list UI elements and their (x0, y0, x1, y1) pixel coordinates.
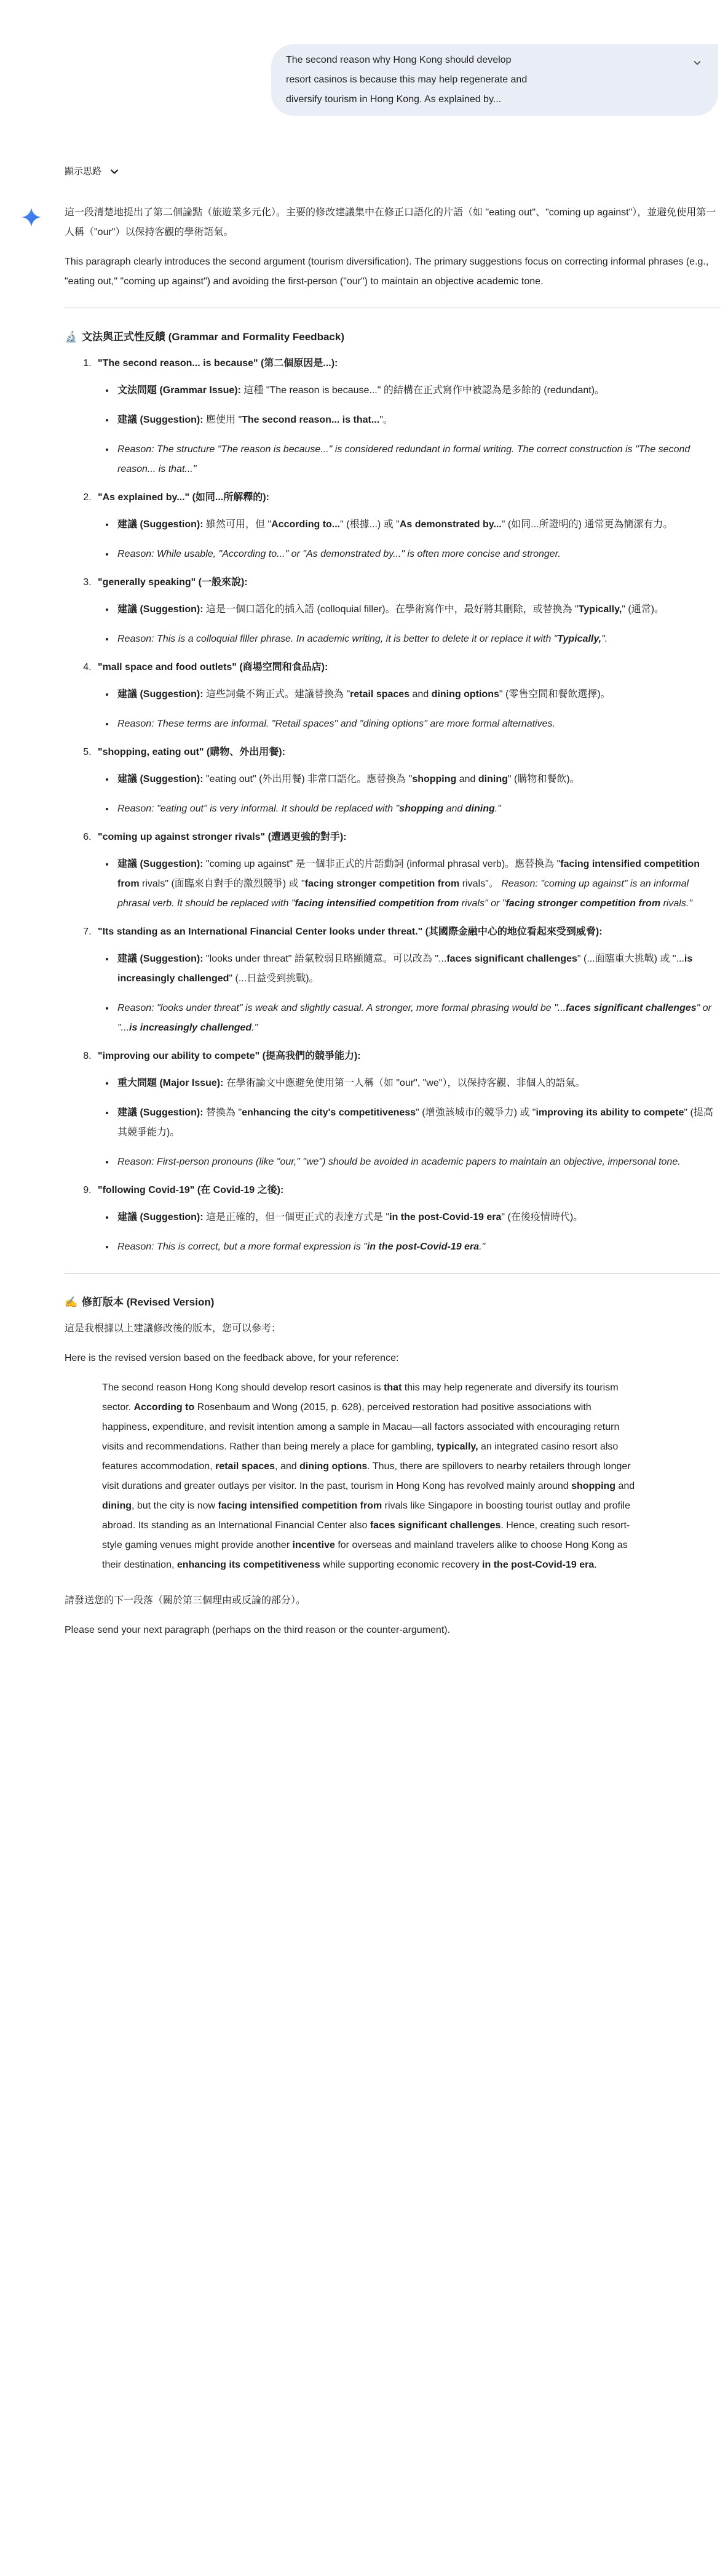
writing-hand-icon: ✍️ (65, 1296, 78, 1308)
text-segment: The second reason Hong Kong should develop resort casinos is (102, 1382, 384, 1393)
text-segment: 這些詞彙不夠正式。建議替換為 " (203, 689, 350, 700)
bold-segment: facing intensified competition from (117, 859, 700, 889)
text-segment: ." (251, 1023, 258, 1033)
feedback-point (115, 515, 719, 535)
bold-segment: is increasingly challenged (117, 954, 693, 984)
text-segment: 這是一個口語化的插入語 (colloquial filler)。在學術寫作中，最好將其刪除，或替換為 " (203, 604, 579, 615)
text-segment: rivals" (面臨來自對手的激烈競爭) 或 " (139, 879, 305, 889)
text-segment: ". (601, 634, 608, 644)
bold-segment: According to... (271, 519, 341, 530)
bold-segment: faces significant challenges (566, 1003, 697, 1013)
divider (65, 1273, 719, 1274)
text-segment: 這是正確的，但一個更正式的表達方式是 " (203, 1212, 390, 1222)
revised-heading-text: 修訂版本 (Revised Version) (82, 1296, 215, 1308)
revised-intro-en: Here is the revised version based on the feedback above, for your reference: (65, 1353, 399, 1363)
feedback-point-label: 建議 (Suggestion): (117, 519, 204, 530)
user-message-row (0, 0, 728, 116)
feedback-points (98, 855, 719, 914)
intro-en: This paragraph clearly introduces the second argument (tourism diversification). The primary suggestions focus on correcting informal phrases (e.g., "eating out," "coming up against") and avoiding the first-person ("our") to maintain an objective academic tone. (65, 257, 709, 287)
text-segment: Reason: This is a colloquial filler phrase. In academic writing, it is better to delete it or replace it with " (117, 634, 558, 644)
text-segment: " or "... (117, 1003, 711, 1033)
bold-segment: facing stronger competition from (505, 898, 661, 909)
feedback-point-label: 建議 (Suggestion): (117, 415, 204, 425)
text-segment: Rosenbaum and Wong (2015, p. 628), perceived restoration had positive associations with happiness, expenditure, and revisit intention among a sample in Macau—all factors associated with encouraging return visits and recommendations. Rather than being merely a place for gambling, (102, 1402, 620, 1452)
text-segment: Reason: First-person pronouns (like "our," "we") should be avoided in academic papers to maintain an objective, impersonal tone. (117, 1157, 681, 1167)
text-segment: this may help regenerate and diversify its tourism sector. (102, 1382, 619, 1413)
text-segment: . Hence, creating such resort-style gaming venues might provide another (102, 1520, 630, 1550)
bold-segment: shopping (399, 804, 444, 814)
feedback-point (115, 949, 719, 989)
text-segment: and (615, 1481, 635, 1491)
feedback-points (98, 1074, 719, 1172)
bold-segment: According to (133, 1402, 195, 1413)
bold-segment: facing stronger competition from (304, 879, 460, 889)
text-segment: Reason: These terms are informal. "Retail spaces" and "dining options" are more formal alternatives. (117, 719, 555, 729)
feedback-point-label: 文法問題 (Grammar Issue): (117, 385, 241, 396)
text-segment: rivals"。 (459, 879, 502, 889)
feedback-item (94, 743, 719, 819)
text-segment: rivals." (660, 898, 692, 909)
text-segment: "。 (379, 415, 393, 425)
microscope-icon: 🔬 (65, 331, 78, 343)
feedback-point (115, 1074, 719, 1093)
feedback-points (98, 600, 719, 649)
text-segment: Reason: The structure "The reason is because..." is considered redundant in formal writing. The correct construction is "The second reason... is that..." (117, 444, 690, 474)
bold-segment: facing intensified competition from (295, 898, 459, 909)
feedback-item (94, 354, 719, 479)
bold-segment: As demonstrated by... (399, 519, 502, 530)
closing-en: Please send your next paragraph (perhaps on the third reason or the counter-argument). (65, 1625, 451, 1635)
feedback-point (115, 770, 719, 789)
bold-segment: facing intensified competition from (218, 1501, 382, 1511)
feedback-point-label: 建議 (Suggestion): (117, 1107, 204, 1118)
bold-segment: that (384, 1382, 402, 1393)
feedback-point (115, 381, 719, 401)
text-segment: " (零售空間和餐飲選擇)。 (499, 689, 611, 700)
text-segment: . Thus, there are spillovers to nearby retailers through longer visit durations and greater outlays per visitor. In the past, tourism in Hong Kong has revolved mainly around (102, 1461, 631, 1491)
feedback-list (65, 354, 719, 1257)
text-segment: 替換為 " (203, 1107, 242, 1118)
text-segment: "eating out" (外出用餐) 非常口語化。應替換為 " (203, 774, 413, 784)
bold-segment: enhancing its competitiveness (176, 1560, 320, 1570)
feedback-points (98, 381, 719, 479)
feedback-point (115, 1103, 719, 1142)
feedback-point-label: 建議 (Suggestion): (117, 954, 204, 964)
bold-segment: improving its ability to compete (536, 1107, 684, 1118)
revised-paragraph (102, 1378, 637, 1575)
feedback-points (98, 949, 719, 1038)
feedback-point-label: 建議 (Suggestion): (117, 859, 204, 869)
text-segment: rivals like Singapore in boosting tourist outlay and profile abroad. Its standing as an International Financial Center also (102, 1501, 630, 1531)
text-segment: Reason: "coming up against" is an informal phrasal verb. It should be replaced with " (117, 879, 689, 909)
intro-zh: 這一段清楚地提出了第二個論點（旅遊業多元化）。主要的修改建議集中在修正口語化的片語（如 "eating out"、"coming up against"），並避免使用第一人稱（"our"）以保持客觀的學術語氣。 (65, 207, 716, 237)
feedback-item-title: "shopping, eating out" (購物、外出用餐): (98, 747, 285, 757)
text-segment: 應使用 " (203, 415, 242, 425)
chevron-down-icon[interactable] (109, 166, 120, 177)
text-segment: and (443, 804, 465, 814)
bold-segment: in the post-Covid-19 era (389, 1212, 502, 1222)
feedback-points (98, 685, 719, 734)
closing-zh: 請發送您的下一段落（關於第三個理由或反論的部分）。 (65, 1595, 306, 1606)
feedback-item (94, 827, 719, 914)
bold-segment: dining (465, 804, 495, 814)
text-segment: for overseas and mainland travelers alike to choose Hong Kong as their destination, (102, 1540, 628, 1570)
feedback-heading (65, 327, 719, 348)
bold-segment: The second reason... is that... (242, 415, 380, 425)
feedback-point-label: 建議 (Suggestion): (117, 604, 204, 615)
bold-segment: shopping (571, 1481, 616, 1491)
user-message-bubble (271, 44, 718, 116)
user-message-line: The second reason why Hong Kong should develop (286, 55, 512, 65)
text-segment: Reason: "eating out" is very informal. It should be replaced with " (117, 804, 400, 814)
text-segment: " (如同...所證明的) 通常更為簡潔有力。 (501, 519, 673, 530)
text-segment: . (594, 1560, 597, 1570)
feedback-item-title: "generally speaking" (一般來說): (98, 577, 248, 588)
text-segment: " (...日益受到挑戰)。 (229, 973, 319, 984)
bold-segment: faces significant challenges (370, 1520, 501, 1531)
feedback-item-title: "following Covid-19" (在 Covid-19 之後): (98, 1185, 284, 1195)
bold-segment: enhancing the city's competitiveness (242, 1107, 416, 1118)
text-segment: " (...面臨重大挑戰) 或 "... (577, 954, 684, 964)
feedback-point-label: 建議 (Suggestion): (117, 774, 204, 784)
feedback-reason (115, 999, 719, 1038)
feedback-heading-text: 文法與正式性反饋 (Grammar and Formality Feedback) (82, 331, 344, 343)
text-segment: Reason: This is correct, but a more formal expression is " (117, 1242, 367, 1252)
feedback-item-title: "As explained by..." (如同...所解釋的): (98, 492, 269, 503)
feedback-item-title: "coming up against stronger rivals" (遭遇更強的對手): (98, 832, 347, 842)
text-segment: " (購物和餐飲)。 (507, 774, 580, 784)
feedback-item (94, 922, 719, 1038)
expand-message-button[interactable] (690, 55, 705, 70)
text-segment: Reason: "looks under threat" is weak and slightly casual. A stronger, more formal phrasing would be "... (117, 1003, 566, 1013)
feedback-item-title: "The second reason... is because" (第二個原因是...): (98, 358, 338, 369)
text-segment: ." (494, 804, 501, 814)
text-segment: Reason: While usable, "According to..." or "As demonstrated by..." is often more concise and stronger. (117, 549, 561, 559)
revised-heading (65, 1292, 719, 1313)
feedback-item-title: "Its standing as an International Financial Center looks under threat." (其國際金融中心的地位看起來受到威脅): (98, 927, 603, 937)
feedback-reason (115, 440, 719, 479)
bold-segment: dining (478, 774, 508, 784)
bold-segment: dining options (431, 689, 499, 700)
feedback-point (115, 600, 719, 620)
text-segment: " (在後疫情時代)。 (501, 1212, 584, 1222)
text-segment: 雖然可用，但 " (203, 519, 272, 530)
feedback-point (115, 685, 719, 704)
feedback-point-text: 在學術論文中應避免使用第一人稱（如 "our", "we"），以保持客觀、非個人的語氣。 (223, 1078, 585, 1088)
bold-segment: retail spaces (350, 689, 410, 700)
bold-segment: typically, (437, 1442, 478, 1452)
text-segment: and (410, 689, 432, 700)
assistant-response (0, 161, 728, 1687)
text-segment: "looks under threat" 語氣較弱且略顯隨意。可以改為 "... (203, 954, 447, 964)
text-segment: and (456, 774, 478, 784)
text-segment: an integrated casino resort also features accommodation, (102, 1442, 619, 1472)
feedback-point-text: 這種 "The reason is because..." 的結構在正式寫作中被認為是多餘的 (redundant)。 (240, 385, 605, 396)
bold-segment: in the post-Covid-19 era (482, 1560, 595, 1570)
feedback-point-label: 建議 (Suggestion): (117, 689, 204, 700)
feedback-reason (115, 544, 719, 564)
gemini-spark-icon (21, 207, 42, 228)
show-thinking-label[interactable]: 顯示思路 (65, 166, 102, 177)
bold-segment: in the post-Covid-19 era (366, 1242, 480, 1252)
bold-segment: is increasingly challenged (129, 1023, 252, 1033)
bold-segment: Typically, (578, 604, 622, 615)
feedback-points (98, 515, 719, 564)
feedback-reason (115, 799, 719, 819)
text-segment: "coming up against" 是一個非正式的片語動詞 (informal phrasal verb)。應替換為 " (203, 859, 561, 869)
feedback-item (94, 1047, 719, 1172)
feedback-item (94, 488, 719, 564)
bold-segment: faces significant challenges (446, 954, 577, 964)
text-segment: , but the city is now (131, 1501, 218, 1511)
user-message-line: diversify tourism in Hong Kong. As explained by... (286, 94, 502, 105)
feedback-point-label: 建議 (Suggestion): (117, 1212, 204, 1222)
feedback-points (98, 770, 719, 819)
text-segment: , and (275, 1461, 300, 1472)
text-segment: " (增強該城市的競爭力) 或 " (416, 1107, 536, 1118)
text-segment: ." (479, 1242, 486, 1252)
text-segment: " (根據...) 或 " (340, 519, 400, 530)
text-segment: " (提高其競爭能力)。 (117, 1107, 713, 1138)
feedback-reason (115, 629, 719, 649)
feedback-point (115, 1208, 719, 1227)
feedback-reason (115, 714, 719, 734)
text-segment: while supporting economic recovery (320, 1560, 483, 1570)
revised-intro-zh: 這是我根據以上建議修改後的版本，您可以參考： (65, 1323, 282, 1334)
user-message-line: resort casinos is because this may help regenerate and (286, 74, 528, 85)
bold-segment: incentive (292, 1540, 335, 1550)
feedback-points (98, 1208, 719, 1257)
text-segment: rivals" or " (459, 898, 506, 909)
text-segment: " (通常)。 (622, 604, 665, 615)
feedback-item-title: "mall space and food outlets" (商場空間和食品店): (98, 662, 328, 672)
bold-segment: dining options (299, 1461, 368, 1472)
feedback-point (115, 410, 719, 430)
feedback-item (94, 658, 719, 734)
chevron-down-icon (692, 58, 702, 68)
feedback-item-title: "improving our ability to compete" (提高我們的競爭能力): (98, 1051, 361, 1061)
bold-segment: dining (102, 1501, 132, 1511)
feedback-item (94, 573, 719, 649)
feedback-point-label: 重大問題 (Major Issue): (117, 1078, 224, 1088)
feedback-item (94, 1181, 719, 1257)
bold-segment: Typically, (557, 634, 602, 644)
bold-segment: retail spaces (215, 1461, 275, 1472)
feedback-reason (115, 1152, 719, 1172)
feedback-reason (115, 1237, 719, 1257)
show-thinking-toggle[interactable] (65, 161, 719, 182)
feedback-point (115, 855, 719, 914)
bold-segment: shopping (412, 774, 457, 784)
